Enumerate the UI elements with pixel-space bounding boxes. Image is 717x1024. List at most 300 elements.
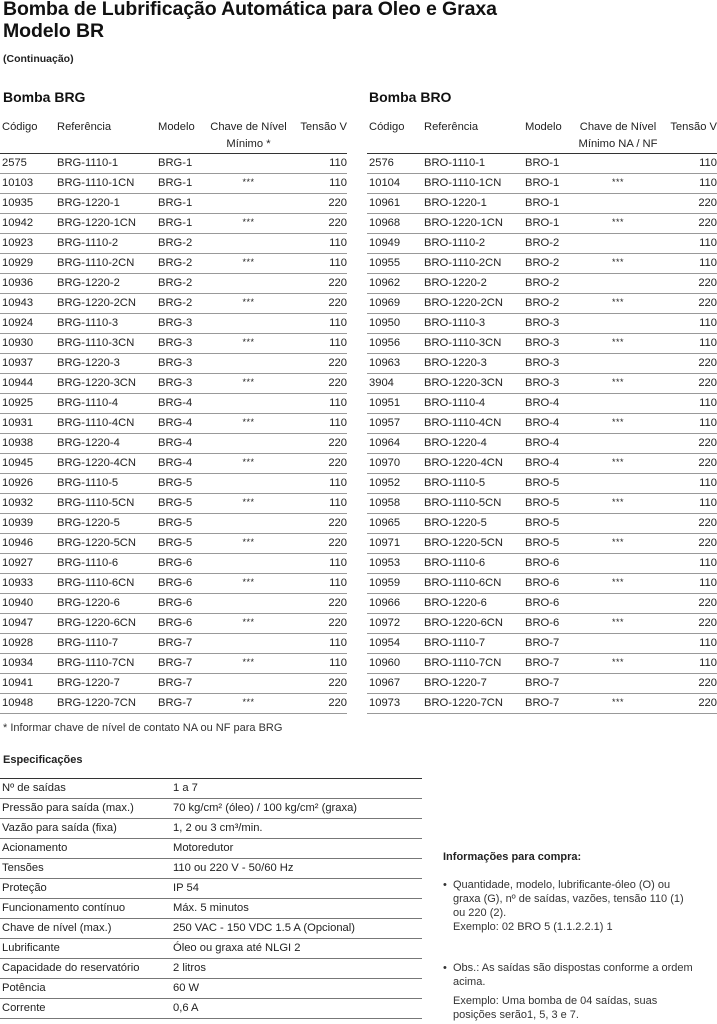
brg-header-row: [0, 116, 347, 154]
referencia-cell: BRO-1110-5CN: [424, 494, 525, 514]
chave-nivel-cell: ***: [206, 654, 291, 674]
referencia-cell: BRG-1220-3: [57, 354, 158, 374]
table-row: [0, 214, 347, 234]
table-row: [0, 554, 347, 574]
tensao-cell: 110: [291, 254, 347, 274]
table-row: [367, 394, 717, 414]
page-title: [3, 0, 497, 42]
spec-value: 1, 2 ou 3 cm³/min.: [171, 819, 422, 839]
referencia-cell: BRG-1220-7: [57, 674, 158, 694]
chave-nivel-cell: [206, 514, 291, 534]
chave-nivel-cell: [573, 314, 663, 334]
codigo-cell: 10933: [0, 574, 57, 594]
table-row: [367, 674, 717, 694]
tensao-cell: 110: [291, 494, 347, 514]
tensao-cell: 110: [291, 334, 347, 354]
chave-nivel-cell: [206, 594, 291, 614]
table-row: [367, 294, 717, 314]
chave-nivel-cell: ***: [206, 254, 291, 274]
modelo-cell: BRO-1: [525, 154, 573, 174]
chave-nivel-cell: [206, 434, 291, 454]
table-row: [367, 534, 717, 554]
codigo-cell: 10950: [367, 314, 424, 334]
chave-nivel-cell: ***: [573, 694, 663, 714]
referencia-cell: BRO-1110-6CN: [424, 574, 525, 594]
tensao-cell: 220: [291, 294, 347, 314]
table-row: [0, 574, 347, 594]
table-row: [367, 374, 717, 394]
table-row: [0, 534, 347, 554]
codigo-cell: 10972: [367, 614, 424, 634]
modelo-cell: BRG-4: [158, 454, 206, 474]
modelo-cell: BRG-6: [158, 574, 206, 594]
chave-nivel-cell: ***: [573, 654, 663, 674]
chave-nivel-cell: [206, 194, 291, 214]
bro-table: [367, 116, 717, 714]
specs-table-body: [0, 779, 422, 1019]
table-row: [0, 234, 347, 254]
codigo-cell: 10957: [367, 414, 424, 434]
spec-label: Vazão para saída (fixa): [0, 819, 171, 839]
tensao-cell: 110: [663, 334, 717, 354]
chave-nivel-cell: ***: [573, 214, 663, 234]
modelo-cell: BRO-4: [525, 434, 573, 454]
tensao-cell: 110: [663, 174, 717, 194]
codigo-cell: 10948: [0, 694, 57, 714]
codigo-cell: 10935: [0, 194, 57, 214]
codigo-cell: 10969: [367, 294, 424, 314]
table-row: [0, 474, 347, 494]
modelo-cell: BRG-4: [158, 394, 206, 414]
spec-label: Acionamento: [0, 839, 171, 859]
spec-value: Máx. 5 minutos: [171, 899, 422, 919]
referencia-cell: BRO-1110-1: [424, 154, 525, 174]
column-header-modelo: Modelo: [158, 116, 206, 154]
table-row: [367, 594, 717, 614]
codigo-cell: 10952: [367, 474, 424, 494]
codigo-cell: 10942: [0, 214, 57, 234]
codigo-cell: 10955: [367, 254, 424, 274]
tensao-cell: 220: [663, 194, 717, 214]
referencia-cell: BRO-1220-6: [424, 594, 525, 614]
modelo-cell: BRG-5: [158, 534, 206, 554]
codigo-cell: 10943: [0, 294, 57, 314]
chave-nivel-cell: ***: [573, 454, 663, 474]
table-row: [0, 494, 347, 514]
table-row: [0, 254, 347, 274]
codigo-cell: 10929: [0, 254, 57, 274]
modelo-cell: BRO-3: [525, 354, 573, 374]
table-row: [367, 434, 717, 454]
referencia-cell: BRG-1110-2: [57, 234, 158, 254]
bullet-icon: •: [443, 962, 447, 974]
codigo-cell: 10928: [0, 634, 57, 654]
codigo-cell: 10970: [367, 454, 424, 474]
codigo-cell: 10962: [367, 274, 424, 294]
column-header-chave-nivel: Chave de Nível Mínimo *: [206, 116, 291, 154]
spec-row: [0, 879, 422, 899]
purchase-info-item-1: [443, 878, 717, 934]
chave-nivel-cell: [573, 194, 663, 214]
tensao-cell: 220: [291, 454, 347, 474]
modelo-cell: BRO-7: [525, 694, 573, 714]
spec-row: [0, 799, 422, 819]
table-row: [0, 294, 347, 314]
chave-nivel-cell: [206, 154, 291, 174]
modelo-cell: BRG-6: [158, 594, 206, 614]
codigo-cell: 2575: [0, 154, 57, 174]
chave-nivel-cell: ***: [573, 294, 663, 314]
referencia-cell: BRO-1110-4CN: [424, 414, 525, 434]
codigo-cell: 10945: [0, 454, 57, 474]
tensao-cell: 220: [291, 374, 347, 394]
modelo-cell: BRG-5: [158, 514, 206, 534]
spec-row: [0, 839, 422, 859]
tensao-cell: 220: [663, 354, 717, 374]
referencia-cell: BRO-1110-3CN: [424, 334, 525, 354]
tensao-cell: 110: [663, 574, 717, 594]
tensao-cell: 110: [291, 154, 347, 174]
referencia-cell: BRO-1220-3CN: [424, 374, 525, 394]
chave-nivel-cell: ***: [573, 534, 663, 554]
table-row: [367, 574, 717, 594]
codigo-cell: 10923: [0, 234, 57, 254]
chave-nivel-cell: [206, 554, 291, 574]
modelo-cell: BRG-3: [158, 334, 206, 354]
referencia-cell: BRO-1110-4: [424, 394, 525, 414]
codigo-cell: 10966: [367, 594, 424, 614]
referencia-cell: BRO-1110-2: [424, 234, 525, 254]
chave-nivel-cell: ***: [206, 174, 291, 194]
spec-label: Tensões: [0, 859, 171, 879]
column-header-codigo: Código: [0, 116, 57, 154]
tensao-cell: 220: [663, 434, 717, 454]
referencia-cell: BRG-1110-7: [57, 634, 158, 654]
modelo-cell: BRO-1: [525, 194, 573, 214]
tensao-cell: 220: [291, 274, 347, 294]
referencia-cell: BRG-1110-5: [57, 474, 158, 494]
tensao-cell: 110: [663, 494, 717, 514]
spec-value: 110 ou 220 V - 50/60 Hz: [171, 859, 422, 879]
codigo-cell: 10956: [367, 334, 424, 354]
codigo-cell: 10931: [0, 414, 57, 434]
column-header-tensao: Tensão V: [291, 116, 347, 154]
modelo-cell: BRO-3: [525, 374, 573, 394]
table-row: [0, 374, 347, 394]
codigo-cell: 10954: [367, 634, 424, 654]
modelo-cell: BRO-7: [525, 674, 573, 694]
referencia-cell: BRO-1220-7CN: [424, 694, 525, 714]
spec-value: 250 VAC - 150 VDC 1.5 A (Opcional): [171, 919, 422, 939]
tensao-cell: 110: [663, 234, 717, 254]
referencia-cell: BRO-1110-6: [424, 554, 525, 574]
tensao-cell: 220: [291, 434, 347, 454]
table-row: [367, 174, 717, 194]
referencia-cell: BRG-1110-3: [57, 314, 158, 334]
purchase-info-item-2: [443, 961, 717, 1022]
chave-nivel-cell: [573, 434, 663, 454]
referencia-cell: BRG-1110-5CN: [57, 494, 158, 514]
spec-value: 1 a 7: [171, 779, 422, 799]
referencia-cell: BRG-1220-7CN: [57, 694, 158, 714]
column-header-tensao: Tensão V: [663, 116, 717, 154]
column-header-modelo: Modelo: [525, 116, 573, 154]
codigo-cell: 10958: [367, 494, 424, 514]
modelo-cell: BRO-1: [525, 214, 573, 234]
tensao-cell: 220: [663, 214, 717, 234]
chave-nivel-cell: ***: [206, 494, 291, 514]
chave-nivel-cell: [206, 674, 291, 694]
tensao-cell: 110: [291, 474, 347, 494]
spec-row: [0, 859, 422, 879]
tensao-cell: 220: [663, 294, 717, 314]
modelo-cell: BRG-1: [158, 194, 206, 214]
modelo-cell: BRG-3: [158, 314, 206, 334]
referencia-cell: BRG-1220-5: [57, 514, 158, 534]
column-header-chave-nivel: Chave de Nível Mínimo NA / NF: [573, 116, 663, 154]
chave-nivel-cell: ***: [206, 214, 291, 234]
codigo-cell: 10924: [0, 314, 57, 334]
spec-value: Motoredutor: [171, 839, 422, 859]
table-row: [367, 654, 717, 674]
chave-nivel-cell: [206, 354, 291, 374]
purchase-info-title: Informações para compra:: [443, 851, 582, 863]
referencia-cell: BRG-1110-4CN: [57, 414, 158, 434]
referencia-cell: BRG-1110-4: [57, 394, 158, 414]
referencia-cell: BRO-1110-2CN: [424, 254, 525, 274]
codigo-cell: 10968: [367, 214, 424, 234]
tensao-cell: 220: [291, 194, 347, 214]
referencia-cell: BRG-1220-4CN: [57, 454, 158, 474]
tensao-cell: 220: [663, 694, 717, 714]
modelo-cell: BRG-7: [158, 654, 206, 674]
modelo-cell: BRO-5: [525, 514, 573, 534]
tensao-cell: 220: [663, 454, 717, 474]
codigo-cell: 10963: [367, 354, 424, 374]
spec-row: [0, 959, 422, 979]
codigo-cell: 10947: [0, 614, 57, 634]
table-row: [0, 274, 347, 294]
spec-row: [0, 999, 422, 1019]
modelo-cell: BRO-5: [525, 494, 573, 514]
tensao-cell: 110: [663, 634, 717, 654]
codigo-cell: 10951: [367, 394, 424, 414]
table-row: [367, 234, 717, 254]
tensao-cell: 220: [663, 534, 717, 554]
referencia-cell: BRG-1220-3CN: [57, 374, 158, 394]
table-row: [0, 694, 347, 714]
referencia-cell: BRO-1110-7: [424, 634, 525, 654]
referencia-cell: BRG-1110-6: [57, 554, 158, 574]
codigo-cell: 10926: [0, 474, 57, 494]
table-row: [0, 674, 347, 694]
codigo-cell: 10961: [367, 194, 424, 214]
modelo-cell: BRO-6: [525, 574, 573, 594]
codigo-cell: 10953: [367, 554, 424, 574]
referencia-cell: BRG-1110-1CN: [57, 174, 158, 194]
chave-nivel-cell: ***: [573, 334, 663, 354]
chave-nivel-cell: [573, 514, 663, 534]
codigo-cell: 10104: [367, 174, 424, 194]
tensao-cell: 110: [663, 554, 717, 574]
table-row: [0, 434, 347, 454]
modelo-cell: BRO-4: [525, 454, 573, 474]
brg-section-title: Bomba BRG: [3, 89, 86, 105]
chave-nivel-cell: ***: [206, 574, 291, 594]
table-row: [0, 614, 347, 634]
modelo-cell: BRG-2: [158, 274, 206, 294]
bro-header-row: [367, 116, 717, 154]
column-header-referencia: Referência: [424, 116, 525, 154]
modelo-cell: BRO-3: [525, 314, 573, 334]
codigo-cell: 10960: [367, 654, 424, 674]
modelo-cell: BRG-1: [158, 174, 206, 194]
brg-table: [0, 116, 347, 714]
referencia-cell: BRO-1110-7CN: [424, 654, 525, 674]
referencia-cell: BRG-1220-2CN: [57, 294, 158, 314]
spec-label: Nº de saídas: [0, 779, 171, 799]
modelo-cell: BRG-3: [158, 354, 206, 374]
table-row: [367, 634, 717, 654]
referencia-cell: BRG-1110-6CN: [57, 574, 158, 594]
codigo-cell: 10944: [0, 374, 57, 394]
spec-label: Lubrificante: [0, 939, 171, 959]
codigo-cell: 10964: [367, 434, 424, 454]
column-header-codigo: Código: [367, 116, 424, 154]
codigo-cell: 10936: [0, 274, 57, 294]
modelo-cell: BRO-6: [525, 554, 573, 574]
referencia-cell: BRO-1220-4CN: [424, 454, 525, 474]
table-row: [0, 154, 347, 174]
codigo-cell: 10965: [367, 514, 424, 534]
modelo-cell: BRG-7: [158, 634, 206, 654]
modelo-cell: BRG-6: [158, 554, 206, 574]
spec-label: Capacidade do reservatório: [0, 959, 171, 979]
table-row: [367, 354, 717, 374]
table-row: [367, 454, 717, 474]
chave-nivel-cell: [573, 674, 663, 694]
referencia-cell: BRG-1220-1CN: [57, 214, 158, 234]
modelo-cell: BRG-3: [158, 374, 206, 394]
codigo-cell: 10938: [0, 434, 57, 454]
table-row: [0, 454, 347, 474]
referencia-cell: BRO-1110-1CN: [424, 174, 525, 194]
table-row: [0, 194, 347, 214]
referencia-cell: BRG-1110-3CN: [57, 334, 158, 354]
chave-nivel-cell: ***: [573, 174, 663, 194]
codigo-cell: 10973: [367, 694, 424, 714]
chave-nivel-cell: [573, 394, 663, 414]
modelo-cell: BRO-2: [525, 234, 573, 254]
table-row: [367, 274, 717, 294]
referencia-cell: BRO-1220-7: [424, 674, 525, 694]
codigo-cell: 10941: [0, 674, 57, 694]
referencia-cell: BRO-1220-2: [424, 274, 525, 294]
page-title-line1: Bomba de Lubrificação Automática para Oleo e Graxa: [3, 0, 497, 20]
spec-value: 60 W: [171, 979, 422, 999]
referencia-cell: BRG-1220-2: [57, 274, 158, 294]
table-row: [0, 514, 347, 534]
modelo-cell: BRO-1: [525, 174, 573, 194]
table-row: [367, 334, 717, 354]
tensao-cell: 110: [291, 174, 347, 194]
purchase-info-example-1: Exemplo: 02 BRO 5 (1.1.2.2.1) 1: [453, 921, 613, 933]
spec-value: 70 kg/cm² (óleo) / 100 kg/cm² (graxa): [171, 799, 422, 819]
tensao-cell: 220: [291, 514, 347, 534]
spec-label: Potência: [0, 979, 171, 999]
modelo-cell: BRG-4: [158, 414, 206, 434]
chave-nivel-cell: ***: [206, 694, 291, 714]
modelo-cell: BRG-7: [158, 694, 206, 714]
modelo-cell: BRO-7: [525, 634, 573, 654]
modelo-cell: BRG-2: [158, 234, 206, 254]
table-row: [367, 494, 717, 514]
modelo-cell: BRG-2: [158, 294, 206, 314]
table-row: [367, 694, 717, 714]
spec-row: [0, 979, 422, 999]
chave-nivel-cell: ***: [206, 534, 291, 554]
tensao-cell: 220: [663, 594, 717, 614]
referencia-cell: BRO-1220-4: [424, 434, 525, 454]
chave-nivel-cell: [206, 634, 291, 654]
tensao-cell: 220: [291, 674, 347, 694]
tensao-cell: 110: [663, 254, 717, 274]
modelo-cell: BRO-2: [525, 254, 573, 274]
table-row: [367, 554, 717, 574]
chave-nivel-cell: ***: [206, 454, 291, 474]
modelo-cell: BRG-5: [158, 494, 206, 514]
tensao-cell: 220: [291, 614, 347, 634]
referencia-cell: BRG-1220-5CN: [57, 534, 158, 554]
tensao-cell: 220: [291, 214, 347, 234]
table-row: [0, 314, 347, 334]
modelo-cell: BRO-6: [525, 614, 573, 634]
page-title-line2: Modelo BR: [3, 20, 104, 42]
tensao-cell: 220: [663, 374, 717, 394]
table-row: [367, 254, 717, 274]
tensao-cell: 110: [663, 654, 717, 674]
referencia-cell: BRG-1220-6: [57, 594, 158, 614]
tensao-cell: 220: [291, 534, 347, 554]
referencia-cell: BRG-1220-6CN: [57, 614, 158, 634]
tensao-cell: 220: [663, 614, 717, 634]
referencia-cell: BRO-1220-3: [424, 354, 525, 374]
codigo-cell: 10927: [0, 554, 57, 574]
table-row: [367, 194, 717, 214]
modelo-cell: BRG-1: [158, 154, 206, 174]
table-row: [0, 394, 347, 414]
modelo-cell: BRO-5: [525, 474, 573, 494]
footnote: * Informar chave de nível de contato NA ou NF para BRG: [3, 722, 283, 734]
spec-label: Proteção: [0, 879, 171, 899]
codigo-cell: 3904: [367, 374, 424, 394]
referencia-cell: BRG-1220-4: [57, 434, 158, 454]
referencia-cell: BRG-1220-1: [57, 194, 158, 214]
spec-label: Funcionamento contínuo: [0, 899, 171, 919]
tensao-cell: 110: [291, 394, 347, 414]
chave-nivel-cell: ***: [206, 414, 291, 434]
chave-nivel-cell: ***: [573, 414, 663, 434]
table-row: [367, 314, 717, 334]
chave-nivel-cell: ***: [206, 334, 291, 354]
table-row: [0, 594, 347, 614]
referencia-cell: BRO-1220-5: [424, 514, 525, 534]
chave-nivel-cell: [206, 394, 291, 414]
column-header-referencia: Referência: [57, 116, 158, 154]
modelo-cell: BRO-4: [525, 394, 573, 414]
table-row: [367, 474, 717, 494]
modelo-cell: BRG-4: [158, 434, 206, 454]
